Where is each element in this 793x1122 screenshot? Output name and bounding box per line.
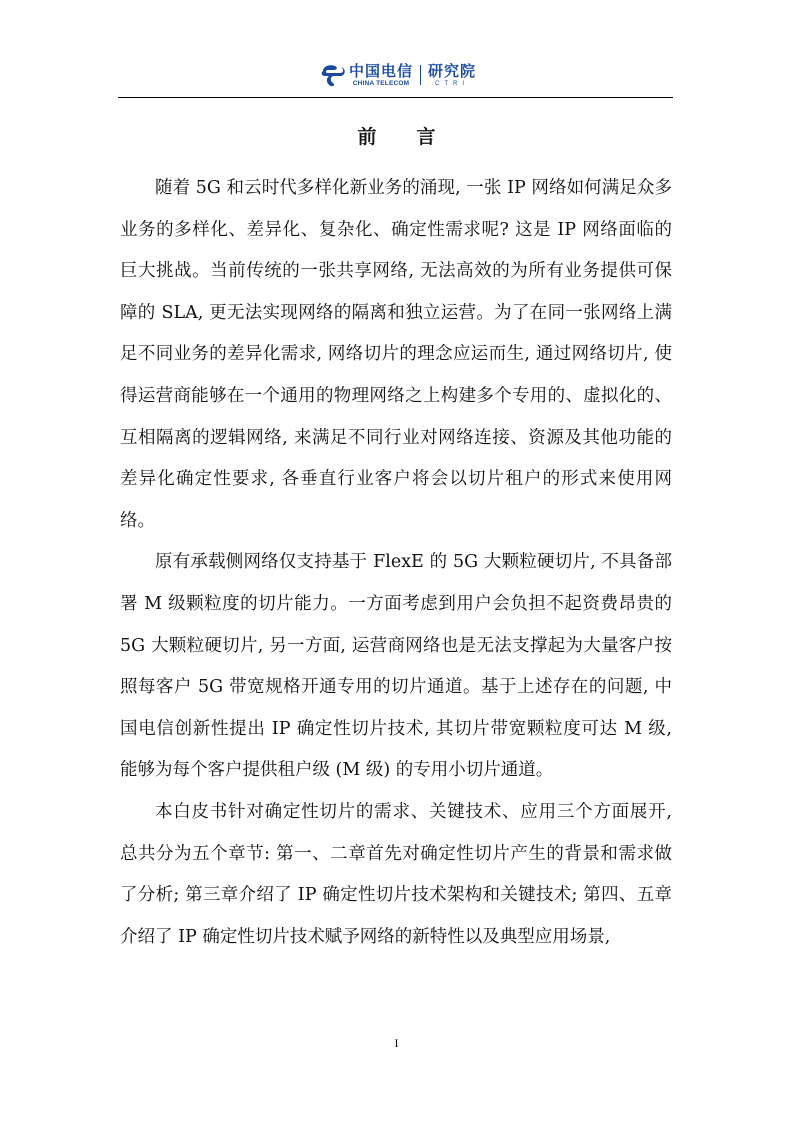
china-telecom-logo-icon: [320, 62, 346, 88]
paragraph-2: 原有承载侧网络仅支持基于 FlexE 的 5G 大颗粒硬切片, 不具备部署 M 级颗粒度的切片能力。一方面考虑到用户会负担不起资费昂贵的 5G 大颗粒硬切片, 另一方面, 运营商网络也是无法支撑起为大量客户按照每客户 5G 带宽规格开通专用的切片通道。基于上述存在的问题, 中国电信创新性提出 IP 确定性切片技术, 其切片带宽颗粒度可达 M 级, 能够为每个客户提供租户级 (M 级) 的专用小切片通道。: [120, 552, 672, 781]
brand-name-en: CHINA TELECOM: [352, 79, 410, 87]
header-divider: [118, 97, 673, 98]
china-telecom-ctri-logo: [320, 58, 476, 92]
page-number: I: [394, 1036, 399, 1050]
logo-divider: [420, 65, 421, 85]
page-title: [0, 122, 793, 149]
paragraph-1: 随着 5G 和云时代多样化新业务的涌现, 一张 IP 网络如何满足众多业务的多样化、差异化、复杂化、确定性需求呢? 这是 IP 网络面临的巨大挑战。当前传统的一张共享网络, 无法高效的为所有业务提供可保障的 SLA, 更无法实现网络的隔离和独立运营。为了在同一张网络上满足不同业务的差异化需求, 网络切片的理念应运而生, 通过网络切片, 使得运营商能够在一个通用的物理网络之上构建多个专用的、虚拟化的、互相隔离的逻辑网络, 来满足不同行业对网络连接、资源及其他功能的差异化确定性要求, 各垂直行业客户将会以切片租户的形式来使用网络。: [120, 178, 672, 531]
title-part-1: 前: [357, 126, 377, 148]
institute-name-en: CTRI: [435, 80, 470, 87]
page-header: [118, 56, 673, 98]
institute-name-cn: 研究院: [428, 61, 477, 80]
document-body: [120, 168, 672, 958]
paragraph-3: 本白皮书针对确定性切片的需求、关键技术、应用三个方面展开, 总共分为五个章节: 第一、二章首先对确定性切片产生的背景和需求做了分析; 第三章介绍了 IP 确定性切片技术架构和关键技术; 第四、五章介绍了 IP 确定性切片技术赋予网络的新特性以及典型应用场景,: [120, 801, 672, 947]
brand-name-cn: 中国电信: [349, 61, 414, 80]
title-part-2: 言: [416, 126, 436, 148]
